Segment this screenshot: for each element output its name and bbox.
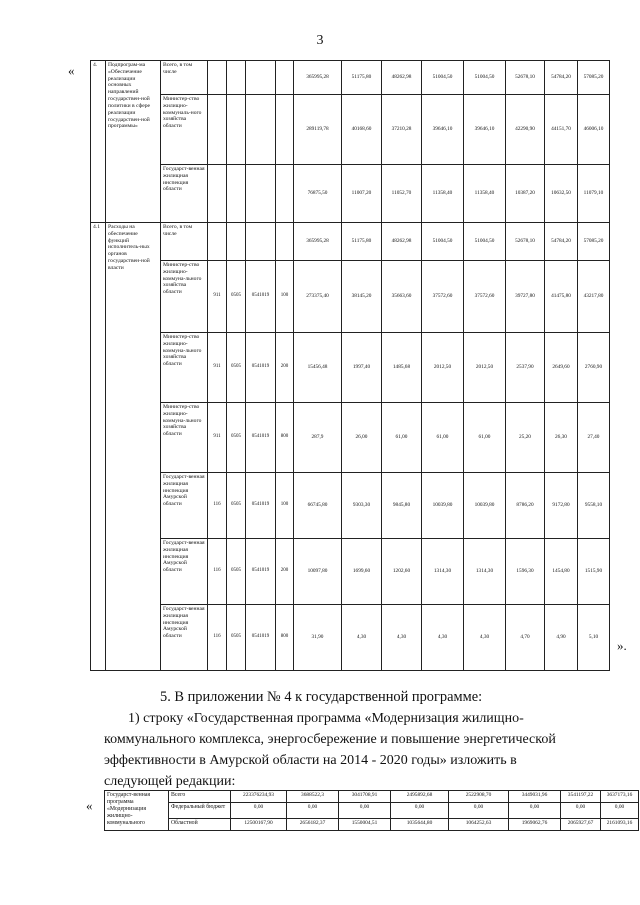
- table-row: [91, 403, 610, 473]
- value-cell: 11079,10: [578, 165, 610, 223]
- code-cell: [227, 165, 246, 223]
- funding-source: Федеральный бюджет: [169, 803, 231, 819]
- section-code: 0505: [227, 261, 246, 333]
- executor-cell: Государст-венная жилищная инспекция Амурской области: [161, 539, 208, 605]
- code-cell: [276, 61, 294, 95]
- value-cell: 10632,50: [545, 165, 578, 223]
- target-article-code: 0541019: [246, 403, 276, 473]
- value-cell: 2760,90: [578, 333, 610, 403]
- target-article-code: 0541019: [246, 605, 276, 671]
- value-cell: 1064252,63: [449, 819, 509, 831]
- executor-cell: Министер-ство жилищно-коммуна-льного хозяйства области: [161, 333, 208, 403]
- executor-cell: Всего, в том числе: [161, 223, 208, 261]
- section-code: 0505: [227, 605, 246, 671]
- value-cell: 2537,90: [506, 333, 545, 403]
- code-cell: [246, 95, 276, 165]
- expense-type-code: 200: [276, 333, 294, 403]
- value-cell: 1314,30: [422, 539, 464, 605]
- value-cell: 61,00: [382, 403, 422, 473]
- grbs-code: 911: [208, 403, 227, 473]
- value-cell: 4,30: [422, 605, 464, 671]
- state-program-table: [104, 790, 639, 831]
- value-cell: 46006,10: [578, 95, 610, 165]
- value-cell: 11358,40: [422, 165, 464, 223]
- value-cell: 11007,20: [342, 165, 382, 223]
- value-cell: 11358,40: [464, 165, 506, 223]
- value-cell: 52678,10: [506, 61, 545, 95]
- measure-name: Расходы на обеспечение функций исполнитель-ных органов государствен-ной власти: [106, 223, 161, 671]
- value-cell: 2649,60: [545, 333, 578, 403]
- value-cell: 273375,40: [294, 261, 342, 333]
- value-cell: 3541197,22: [561, 791, 601, 803]
- target-article-code: 0541019: [246, 333, 276, 403]
- value-cell: 54784,20: [545, 223, 578, 261]
- grbs-code: 911: [208, 333, 227, 403]
- value-cell: 42290,90: [506, 95, 545, 165]
- value-cell: 2495892,68: [391, 791, 449, 803]
- value-cell: 37572,60: [422, 261, 464, 333]
- value-cell: 0,00: [561, 803, 601, 819]
- grbs-code: 116: [208, 539, 227, 605]
- section-code: 0505: [227, 333, 246, 403]
- value-cell: 15456,48: [294, 333, 342, 403]
- paragraph-line-2: коммунального комплекса, энергосбережение и повышение энергетической: [104, 732, 556, 747]
- value-cell: 4,30: [464, 605, 506, 671]
- value-cell: 44151,70: [545, 95, 578, 165]
- paragraph-line-1: 1) строку «Государственная программа «Модернизация жилищно-: [128, 711, 524, 726]
- value-cell: 51004,50: [422, 61, 464, 95]
- value-cell: 0,00: [231, 803, 287, 819]
- value-cell: 1035644,80: [391, 819, 449, 831]
- value-cell: 10039,80: [422, 473, 464, 539]
- value-cell: 48262,98: [382, 61, 422, 95]
- value-cell: 26,30: [545, 403, 578, 473]
- program-name: Государст-венная программа «Модернизация жилищно-коммунального: [105, 791, 169, 831]
- value-cell: 12500167,90: [231, 819, 287, 831]
- executor-cell: Всего, в том числе: [161, 61, 208, 95]
- value-cell: 54784,20: [545, 61, 578, 95]
- target-article-code: 0541019: [246, 261, 276, 333]
- value-cell: 2012,50: [422, 333, 464, 403]
- opening-quote-2: «: [86, 798, 93, 813]
- value-cell: 0,00: [449, 803, 509, 819]
- table-row: [91, 605, 610, 671]
- value-cell: 1550004,51: [339, 819, 391, 831]
- section-code: [227, 223, 246, 261]
- section-code: 0505: [227, 539, 246, 605]
- section-code: 0505: [227, 473, 246, 539]
- code-cell: [208, 165, 227, 223]
- value-cell: 27,40: [578, 403, 610, 473]
- value-cell: 51175,80: [342, 61, 382, 95]
- value-cell: 38145,20: [342, 261, 382, 333]
- table-row: [91, 333, 610, 403]
- value-cell: 2065927,67: [561, 819, 601, 831]
- value-cell: 2012,50: [464, 333, 506, 403]
- value-cell: 2522908,70: [449, 791, 509, 803]
- row-index: 4.1: [91, 223, 106, 671]
- code-cell: [246, 61, 276, 95]
- value-cell: 39646,10: [422, 95, 464, 165]
- table-row: [91, 95, 610, 165]
- executor-cell: Министер-ство жилищно-коммуна-льного хозяйства области: [161, 403, 208, 473]
- value-cell: 3449031,96: [509, 791, 561, 803]
- value-cell: 57085,20: [578, 223, 610, 261]
- value-cell: 26,00: [342, 403, 382, 473]
- value-cell: 9558,10: [578, 473, 610, 539]
- executor-cell: Государст-венная жилищная инспекция области: [161, 165, 208, 223]
- subprogram-name: Подпрограм-ма «Обеспечение реализации основных направлений государствен-ной политики в сфере реализации государствен-ной программы»: [106, 61, 161, 223]
- value-cell: 1454,80: [545, 539, 578, 605]
- value-cell: 4,30: [342, 605, 382, 671]
- code-cell: [276, 95, 294, 165]
- value-cell: 2161093,16: [601, 819, 639, 831]
- table-row: [91, 165, 610, 223]
- table-row: [91, 539, 610, 605]
- value-cell: 1699,60: [342, 539, 382, 605]
- value-cell: 51004,50: [464, 61, 506, 95]
- value-cell: 1515,90: [578, 539, 610, 605]
- value-cell: 41475,80: [545, 261, 578, 333]
- value-cell: 4,90: [545, 605, 578, 671]
- page-number: 3: [316, 33, 324, 48]
- value-cell: 1969062,76: [509, 819, 561, 831]
- grbs-code: 911: [208, 261, 227, 333]
- table-row: [91, 261, 610, 333]
- closing-quote: ».: [617, 638, 627, 653]
- value-cell: 289119,78: [294, 95, 342, 165]
- value-cell: 31,90: [294, 605, 342, 671]
- value-cell: 0,00: [287, 803, 339, 819]
- value-cell: 22337623​4,93: [231, 791, 287, 803]
- expense-type-code: 200: [276, 539, 294, 605]
- value-cell: 66745,80: [294, 473, 342, 539]
- value-cell: 39727,80: [506, 261, 545, 333]
- value-cell: 9172,80: [545, 473, 578, 539]
- value-cell: 8786,20: [506, 473, 545, 539]
- code-cell: [227, 95, 246, 165]
- paragraph-line-4: следующей редакции:: [104, 774, 236, 789]
- code-cell: [227, 61, 246, 95]
- value-cell: 25,20: [506, 403, 545, 473]
- value-cell: 365995,28: [294, 223, 342, 261]
- code-cell: [208, 95, 227, 165]
- value-cell: 35663,60: [382, 261, 422, 333]
- value-cell: 4,70: [506, 605, 545, 671]
- value-cell: 39646,10: [464, 95, 506, 165]
- value-cell: 40168,60: [342, 95, 382, 165]
- target-article-code: [246, 223, 276, 261]
- target-article-code: 0541019: [246, 539, 276, 605]
- target-article-code: 0541019: [246, 473, 276, 539]
- value-cell: 57085,20: [578, 61, 610, 95]
- value-cell: 51004,50: [464, 223, 506, 261]
- value-cell: 0,00: [391, 803, 449, 819]
- value-cell: 1485,68: [382, 333, 422, 403]
- value-cell: 2656182,37: [287, 819, 339, 831]
- expense-type-code: [276, 223, 294, 261]
- row-index: 4.: [91, 61, 106, 223]
- value-cell: 61,00: [422, 403, 464, 473]
- grbs-code: 116: [208, 473, 227, 539]
- grbs-code: 116: [208, 605, 227, 671]
- section-title: 5. В приложении № 4 к государственной программе:: [160, 689, 483, 705]
- funding-source: Всего: [169, 791, 231, 803]
- value-cell: 287,9: [294, 403, 342, 473]
- value-cell: 0,00: [601, 803, 639, 819]
- value-cell: 52678,10: [506, 223, 545, 261]
- code-cell: [246, 165, 276, 223]
- table-row: [105, 819, 639, 831]
- executor-cell: Министер-ство жилищно-коммуналь-ного хозяйства области: [161, 95, 208, 165]
- executor-cell: Государст-венная жилищная инспекция Амурской области: [161, 473, 208, 539]
- value-cell: 0,00: [509, 803, 561, 819]
- program-table: [90, 60, 610, 671]
- value-cell: 3637173,16: [601, 791, 639, 803]
- value-cell: 4,30: [382, 605, 422, 671]
- value-cell: 1997,40: [342, 333, 382, 403]
- grbs-code: [208, 223, 227, 261]
- expense-type-code: 800: [276, 403, 294, 473]
- value-cell: 10039,80: [464, 473, 506, 539]
- expense-type-code: 100: [276, 261, 294, 333]
- value-cell: 3041708,91: [339, 791, 391, 803]
- value-cell: 76875,50: [294, 165, 342, 223]
- value-cell: 61,00: [464, 403, 506, 473]
- value-cell: 10097,80: [294, 539, 342, 605]
- value-cell: 43217,80: [578, 261, 610, 333]
- table-row: [91, 61, 610, 95]
- value-cell: 0,00: [339, 803, 391, 819]
- table-row: [91, 473, 610, 539]
- value-cell: 9303,30: [342, 473, 382, 539]
- section-code: 0505: [227, 403, 246, 473]
- expense-type-code: 100: [276, 473, 294, 539]
- executor-cell: Государст-венная жилищная инспекция Амурской области: [161, 605, 208, 671]
- value-cell: 1596,30: [506, 539, 545, 605]
- value-cell: 51175,80: [342, 223, 382, 261]
- expense-type-code: 800: [276, 605, 294, 671]
- funding-source: Областной: [169, 819, 231, 831]
- value-cell: 37210,28: [382, 95, 422, 165]
- value-cell: 51004,50: [422, 223, 464, 261]
- table-row: [91, 223, 610, 261]
- value-cell: 5,10: [578, 605, 610, 671]
- table-row: [105, 803, 639, 819]
- executor-cell: Министер-ство жилищно-коммуна-льного хозяйства области: [161, 261, 208, 333]
- value-cell: 365995,28: [294, 61, 342, 95]
- table-row: [105, 791, 639, 803]
- value-cell: 1202,60: [382, 539, 422, 605]
- value-cell: 3688522,3: [287, 791, 339, 803]
- code-cell: [276, 165, 294, 223]
- value-cell: 11052,70: [382, 165, 422, 223]
- paragraph-line-3: эффективности в Амурской области на 2014 - 2020 годы» изложить в: [104, 753, 517, 768]
- value-cell: 10387,20: [506, 165, 545, 223]
- code-cell: [208, 61, 227, 95]
- opening-quote: «: [68, 63, 75, 78]
- value-cell: 48262,98: [382, 223, 422, 261]
- value-cell: 37572,60: [464, 261, 506, 333]
- value-cell: 9845,80: [382, 473, 422, 539]
- value-cell: 1314,30: [464, 539, 506, 605]
